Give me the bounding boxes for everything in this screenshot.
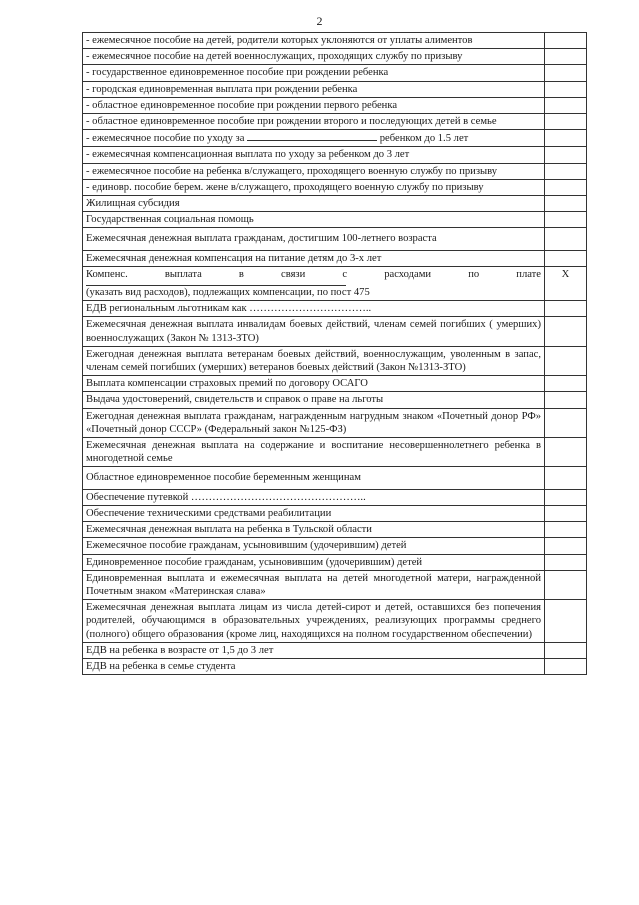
row-label: Жилищная субсидия	[83, 196, 545, 212]
row-mark-cell[interactable]	[545, 49, 587, 65]
row-label: - областное единовременное пособие при рождении первого ребенка	[83, 97, 545, 113]
row-mark-cell[interactable]	[545, 130, 587, 147]
table-row	[83, 522, 587, 538]
row-label: Ежемесячная денежная выплата на ребенка в Тульской области	[83, 522, 545, 538]
row-label: - ежемесячное пособие на ребенка в/служащего, проходящего военную службу по призыву	[83, 163, 545, 179]
table-row	[83, 114, 587, 130]
row-mark-cell[interactable]	[545, 97, 587, 113]
row-label: Выдача удостоверений, свидетельств и справок о праве на льготы	[83, 392, 545, 408]
row-label: - единовр. пособие берем. жене в/служащего, проходящего военную службу по призыву	[83, 179, 545, 195]
row-mark-cell[interactable]	[545, 538, 587, 554]
table-row	[83, 554, 587, 570]
table-row	[83, 642, 587, 658]
table-row	[83, 179, 587, 195]
table-row	[83, 600, 587, 643]
row-label: ЕДВ региональным льготникам как ……………………………..	[83, 301, 545, 317]
row-label-with-blank	[83, 130, 545, 147]
row-label: - областное единовременное пособие при рождении второго и последующих детей в семье	[83, 114, 545, 130]
table-row	[83, 570, 587, 599]
fill-in-blank[interactable]	[247, 131, 377, 141]
page-number: 2	[316, 14, 323, 28]
row-label: - ежемесячное пособие на детей военнослужащих, проходящих службу по призыву	[83, 49, 545, 65]
row-mark-cell[interactable]	[545, 570, 587, 599]
table-row	[83, 228, 587, 250]
row-mark-cell[interactable]	[545, 554, 587, 570]
row-label: Ежемесячная денежная выплата на содержание и воспитание несовершеннолетнего ребенка в многодетной семье	[83, 438, 545, 467]
row-mark-cell[interactable]	[545, 658, 587, 674]
row-label: Ежегодная денежная выплата ветеранам боевых действий, военнослужащим, уволенным в запас, членам семей погибших (умерших) ветеранов боевых действий (Закон №1313-ЗТО)	[83, 346, 545, 375]
table-row	[83, 212, 587, 228]
row-mark-cell[interactable]	[545, 65, 587, 81]
row-label: - городская единовременная выплата при рождении ребенка	[83, 81, 545, 97]
row-mark-cell[interactable]	[545, 505, 587, 521]
table-row	[83, 81, 587, 97]
table-row	[83, 65, 587, 81]
row-mark-cell[interactable]	[545, 392, 587, 408]
row-label: Выплата компенсации страховых премий по договору ОСАГО	[83, 376, 545, 392]
table-row	[83, 489, 587, 505]
row-label-part-after: ребенком до 1.5 лет	[379, 133, 469, 145]
table-row	[83, 505, 587, 521]
row-mark-cell[interactable]	[545, 33, 587, 49]
row-label: - ежемесячная компенсационная выплата по уходу за ребенком до 3 лет	[83, 147, 545, 163]
row-label-line1: Компенс. выплата в связи с расходами по плате	[86, 268, 541, 280]
row-mark-cell[interactable]	[545, 163, 587, 179]
row-label: Обеспечение техническими средствами реабилитации	[83, 505, 545, 521]
row-label: Ежемесячная денежная компенсация на питание детям до 3-х лет	[83, 250, 545, 266]
row-label: Ежемесячная денежная выплата инвалидам боевых действий, членам семей погибших ( умерших) военнослужащих (Закон № 1313-ЗТО)	[83, 317, 545, 346]
row-label: ЕДВ на ребенка в возрасте от 1,5 до 3 лет	[83, 642, 545, 658]
row-mark-cell[interactable]	[545, 600, 587, 643]
table-row	[83, 49, 587, 65]
row-mark-cell[interactable]	[545, 408, 587, 437]
row-label: Ежемесячное пособие гражданам, усыновившим (удочерившим) детей	[83, 538, 545, 554]
row-label: Ежегодная денежная выплата гражданам, награжденным нагрудным знаком «Почетный донор РФ» «Почетный донор СССР» (Федеральный закон №125-ФЗ)	[83, 408, 545, 437]
table-row	[83, 97, 587, 113]
table-row	[83, 33, 587, 49]
table-row	[83, 250, 587, 266]
row-mark-cell[interactable]	[545, 179, 587, 195]
benefits-table	[82, 32, 587, 675]
row-label-with-blank	[83, 266, 545, 300]
table-row	[83, 266, 587, 300]
row-mark-cell[interactable]	[545, 489, 587, 505]
table-row	[83, 408, 587, 437]
row-label: - ежемесячное пособие на детей, родители которых уклоняются от уплаты алиментов	[83, 33, 545, 49]
table-row	[83, 658, 587, 674]
table-row	[83, 376, 587, 392]
row-mark-cell[interactable]	[545, 81, 587, 97]
table-row	[83, 467, 587, 489]
row-mark-cell[interactable]	[545, 346, 587, 375]
row-mark-cell[interactable]	[545, 467, 587, 489]
row-label-part-before: - ежемесячное пособие по уходу за	[86, 133, 245, 145]
row-label: Единовременная выплата и ежемесячная выплата на детей многодетной матери, награжденной Почетным знаком «Материнская слава»	[83, 570, 545, 599]
row-label: Ежемесячная денежная выплата гражданам, достигшим 100-летнего возраста	[83, 228, 545, 250]
row-label: Областное единовременное пособие беременным женщинам	[83, 467, 545, 489]
row-mark-cell[interactable]	[545, 642, 587, 658]
row-mark-cell[interactable]	[545, 196, 587, 212]
row-mark-cell[interactable]	[545, 301, 587, 317]
row-mark-cell[interactable]	[545, 317, 587, 346]
table-row	[83, 147, 587, 163]
table-row	[83, 301, 587, 317]
table-row	[83, 538, 587, 554]
table-row	[83, 346, 587, 375]
row-label: Единовременное пособие гражданам, усыновившим (удочерившим) детей	[83, 554, 545, 570]
row-label: Государственная социальная помощь	[83, 212, 545, 228]
row-mark-cell[interactable]	[545, 114, 587, 130]
row-mark-cell[interactable]	[545, 438, 587, 467]
row-mark-cell[interactable]	[545, 212, 587, 228]
table-row	[83, 438, 587, 467]
row-label-line2: (указать вид расходов), подлежащих компенсации, по пост 475	[86, 287, 370, 299]
table-row	[83, 392, 587, 408]
row-mark-cell[interactable]	[545, 228, 587, 250]
row-mark-cell[interactable]	[545, 147, 587, 163]
row-label: ЕДВ на ребенка в семье студента	[83, 658, 545, 674]
row-mark-cell[interactable]	[545, 522, 587, 538]
row-mark-cell[interactable]: X	[545, 266, 587, 300]
row-mark-cell[interactable]	[545, 376, 587, 392]
row-label: Ежемесячная денежная выплата лицам из числа детей-сирот и детей, оставшихся без попечения родителей, обучающимся в образовательных учреждениях, реализующих программы среднего (полного) общего образования (кроме лиц, находящихся на полном государственном обеспечении)	[83, 600, 545, 643]
table-row	[83, 163, 587, 179]
table-row	[83, 130, 587, 147]
row-mark-cell[interactable]	[545, 250, 587, 266]
table-row	[83, 196, 587, 212]
row-label: Обеспечение путевкой …………………………………………..	[83, 489, 545, 505]
row-label: - государственное единовременное пособие при рождении ребенка	[83, 65, 545, 81]
table-row	[83, 317, 587, 346]
